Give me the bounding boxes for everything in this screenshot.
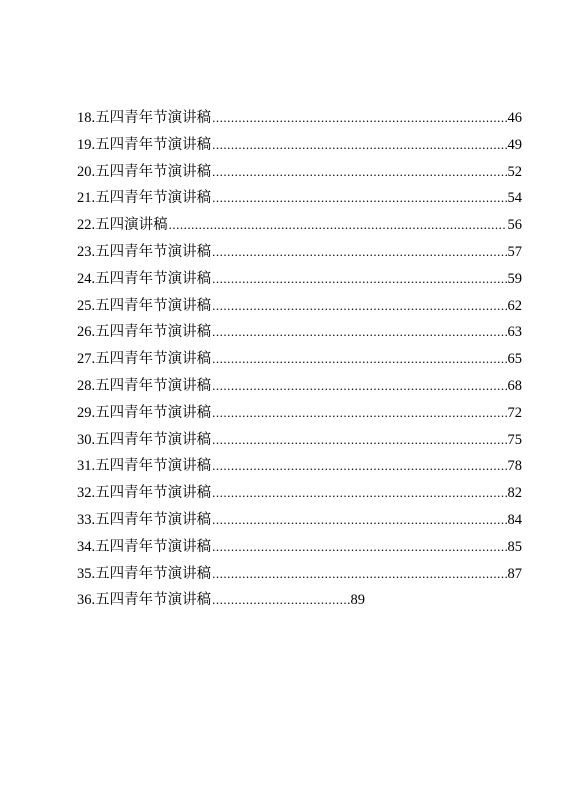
- toc-entry[interactable]: [77, 185, 522, 212]
- toc-entry-title: 35.五四青年节演讲稿: [77, 565, 212, 582]
- toc-leader-dots: [212, 293, 506, 320]
- toc-entry-title: 26.五四青年节演讲稿: [77, 324, 212, 341]
- toc-entry-title: 36.五四青年节演讲稿: [77, 592, 212, 609]
- toc-entry[interactable]: [77, 427, 522, 454]
- toc-entry-title: 34.五四青年节演讲稿: [77, 538, 212, 555]
- toc-entry-page: 54: [507, 190, 522, 207]
- toc-leader-dots: [169, 212, 507, 239]
- toc-entry-title: 19.五四青年节演讲稿: [77, 136, 212, 153]
- toc-entry-page: 85: [507, 538, 522, 555]
- toc-entry-page: 75: [507, 431, 522, 448]
- toc-leader-dots: [212, 507, 506, 534]
- toc-entry-page: 59: [507, 270, 522, 287]
- toc-leader-dots: [212, 105, 506, 132]
- toc-entry[interactable]: [77, 373, 522, 400]
- toc-leader-dots: [212, 561, 506, 588]
- toc-entry[interactable]: [77, 266, 522, 293]
- toc-leader-dots: [212, 427, 506, 454]
- toc-entry[interactable]: [77, 507, 522, 534]
- toc-entry-page: 62: [507, 297, 522, 314]
- toc-entry-page: 84: [507, 511, 522, 528]
- toc-leader-dots: [212, 534, 506, 561]
- toc-entry-title: 24.五四青年节演讲稿: [77, 270, 212, 287]
- toc-entry-page: 49: [507, 136, 522, 153]
- toc-entry-page: 89: [350, 592, 365, 609]
- toc-entry-title: 30.五四青年节演讲稿: [77, 431, 212, 448]
- toc-leader-dots: [212, 346, 506, 373]
- toc-entry[interactable]: [77, 400, 522, 427]
- toc-leader-dots: [212, 400, 506, 427]
- toc-entry-title: 28.五四青年节演讲稿: [77, 377, 212, 394]
- toc-entry[interactable]: [77, 561, 522, 588]
- toc-entry-page: 65: [507, 351, 522, 368]
- toc-entry[interactable]: [77, 293, 522, 320]
- toc-entry-page: 56: [507, 217, 522, 234]
- toc-leader-dots: [212, 480, 506, 507]
- toc-leader-dots: [212, 239, 506, 266]
- toc-entry-title: 21.五四青年节演讲稿: [77, 190, 212, 207]
- toc-entry-page: 52: [507, 163, 522, 180]
- toc-entry-title: 27.五四青年节演讲稿: [77, 351, 212, 368]
- toc-entry-title: 22.五四演讲稿: [77, 217, 168, 234]
- toc-entry[interactable]: [77, 132, 522, 159]
- toc-entry-page: 72: [507, 404, 522, 421]
- toc-entry[interactable]: [77, 159, 522, 186]
- toc-entry-title: 23.五四青年节演讲稿: [77, 243, 212, 260]
- toc-entry[interactable]: [77, 212, 522, 239]
- toc-entry[interactable]: [77, 453, 522, 480]
- toc-entry-title: 29.五四青年节演讲稿: [77, 404, 212, 421]
- toc-entry-title: 18.五四青年节演讲稿: [77, 110, 212, 126]
- toc-entry-page: 82: [507, 485, 522, 502]
- toc-entry-title: 32.五四青年节演讲稿: [77, 485, 212, 502]
- toc-leader-dots: [212, 159, 506, 186]
- toc-entry-title: 31.五四青年节演讲稿: [77, 458, 212, 475]
- toc-entry[interactable]: [77, 239, 522, 266]
- toc-entry-title: 33.五四青年节演讲稿: [77, 511, 212, 528]
- toc-entry-page: 63: [507, 324, 522, 341]
- table-of-contents: [77, 105, 522, 614]
- toc-entry[interactable]: [77, 346, 522, 373]
- toc-leader-dots: [212, 373, 506, 400]
- toc-entry[interactable]: [77, 480, 522, 507]
- toc-entry-title: 20.五四青年节演讲稿: [77, 163, 212, 180]
- toc-entry[interactable]: [77, 587, 365, 614]
- toc-leader-dots: [212, 185, 506, 212]
- toc-leader-dots: [212, 266, 506, 293]
- toc-leader-dots: [212, 319, 506, 346]
- toc-entry[interactable]: [77, 534, 522, 561]
- toc-entry-page: 87: [507, 565, 522, 582]
- toc-entry-page: 68: [507, 377, 522, 394]
- toc-entry-page: 57: [507, 243, 522, 260]
- toc-entry-page: 78: [507, 458, 522, 475]
- toc-leader-dots: [212, 587, 349, 614]
- toc-leader-dots: [212, 132, 506, 159]
- toc-entry-page: 46: [507, 110, 522, 126]
- toc-entry-title: 25.五四青年节演讲稿: [77, 297, 212, 314]
- toc-leader-dots: [212, 453, 506, 480]
- toc-entry[interactable]: [77, 319, 522, 346]
- toc-entry[interactable]: [77, 105, 522, 132]
